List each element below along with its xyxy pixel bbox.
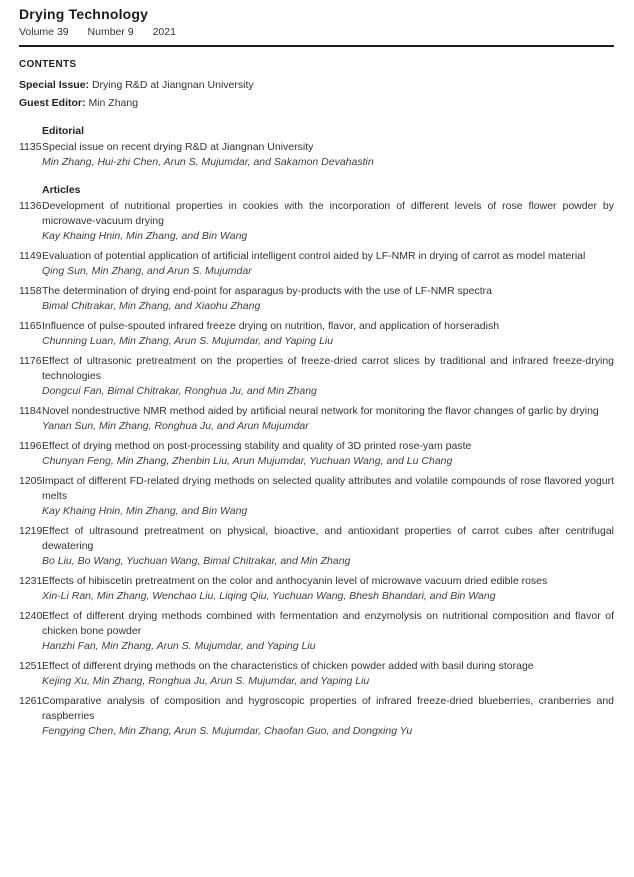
entry-body	[42, 249, 614, 279]
article-title: Influence of pulse-spouted infrared freeze drying on nutrition, flavor, and application of horseradish	[42, 320, 500, 333]
toc-section-articles	[19, 183, 614, 738]
article-authors: Bimal Chitrakar, Min Zhang, and Xiaohu Zhang	[42, 299, 261, 312]
article-title: Effect of drying method on post-processing stability and quality of 3D printed rose-yam paste	[42, 440, 472, 453]
toc-entry	[19, 354, 614, 398]
article-title: Special issue on recent drying R&D at Jiangnan University	[42, 140, 314, 153]
toc-entry	[19, 319, 614, 349]
toc-entry	[19, 439, 614, 469]
special-issue-value: Drying R&D at Jiangnan University	[91, 79, 254, 91]
entry-body	[42, 404, 614, 434]
issue-info-line	[19, 25, 614, 39]
article-title: Effect of different drying methods on the characteristics of chicken powder added with basil during storage	[42, 660, 534, 673]
article-authors: Kay Khaing Hnin, Min Zhang, and Bin Wang	[42, 505, 248, 518]
page-number: 1231	[19, 575, 43, 588]
journal-header	[19, 6, 614, 110]
toc-entry	[19, 574, 614, 604]
article-authors: Qing Sun, Min Zhang, and Arun S. Mujumdar	[42, 264, 252, 277]
article-authors: Hanzhi Fan, Min Zhang, Arun S. Mujumdar, and Yaping Liu	[42, 639, 316, 652]
entry-body	[42, 199, 614, 243]
toc-entry	[19, 659, 614, 689]
toc-entry	[19, 694, 614, 738]
page-number: 1240	[19, 610, 43, 623]
article-authors: Kay Khaing Hnin, Min Zhang, and Bin Wang	[42, 229, 248, 242]
article-title: Effect of ultrasound pretreatment on physical, bioactive, and antioxidant properties of carrot cubes after centrifugal dewatering	[42, 525, 614, 553]
article-title: Novel nondestructive NMR method aided by artificial neural network for monitoring the flavor changes of garlic by drying	[42, 405, 599, 418]
entry-body	[42, 319, 614, 349]
year-label: 2021	[152, 26, 176, 38]
guest-editor-line	[19, 96, 614, 110]
page-number: 1135	[19, 140, 42, 153]
article-title: The determination of drying end-point for asparagus by-products with the use of LF-NMR spectra	[42, 285, 492, 298]
page-number: 1165	[19, 320, 42, 333]
page-number: 1184	[19, 405, 42, 418]
journal-title: Drying Technology	[19, 6, 149, 22]
article-authors: Bo Liu, Bo Wang, Yuchuan Wang, Bimal Chitrakar, and Min Zhang	[42, 554, 351, 567]
entry-body	[42, 354, 614, 398]
header-divider	[19, 45, 614, 47]
section-heading: Articles	[42, 184, 81, 197]
article-authors: Dongcui Fan, Bimal Chitrakar, Ronghua Ju, and Min Zhang	[42, 384, 317, 397]
article-authors: Kejing Xu, Min Zhang, Ronghua Ju, Arun S. Mujumdar, and Yaping Liu	[42, 675, 370, 687]
article-authors: Yanan Sun, Min Zhang, Ronghua Ju, and Arun Mujumdar	[42, 420, 309, 433]
entry-body	[42, 284, 614, 314]
toc-entry	[19, 474, 614, 518]
number-label: Number 9	[87, 26, 134, 38]
page-number: 1251	[19, 660, 43, 673]
toc-entry	[19, 140, 614, 170]
article-authors: Fengying Chen, Min Zhang, Arun S. Mujumdar, Chaofan Guo, and Dongxing Yu	[42, 724, 413, 737]
toc-entry	[19, 524, 614, 568]
contents-heading: CONTENTS	[19, 59, 77, 70]
page-number: 1149	[19, 250, 42, 263]
page-number: 1261	[19, 695, 43, 708]
toc-entry	[19, 284, 614, 314]
article-title: Effect of ultrasonic pretreatment on the properties of freeze-dried carrot slices by traditional and infrared freeze-drying technologies	[42, 355, 614, 383]
entry-body	[42, 574, 614, 604]
entry-body	[42, 659, 614, 689]
entry-body	[42, 524, 614, 568]
article-authors: Min Zhang, Hui-zhi Chen, Arun S. Mujumdar, and Sakamon Devahastin	[42, 155, 374, 168]
article-title: Impact of different FD-related drying methods on selected quality attributes and volatile compounds of rose flavored yogurt melts	[42, 475, 614, 503]
toc-entry	[19, 199, 614, 243]
toc-section-editorial	[19, 124, 614, 169]
article-title: Evaluation of potential application of artificial intelligent control aided by LF-NMR in drying of carrot as model material	[42, 250, 586, 263]
special-issue-label: Special Issue:	[19, 79, 90, 91]
section-heading: Editorial	[42, 125, 85, 137]
toc-entry	[19, 404, 614, 434]
article-authors: Chunyan Feng, Min Zhang, Zhenbin Liu, Arun Mujumdar, Yuchuan Wang, and Lu Chang	[42, 455, 453, 468]
article-title: Effects of hibiscetin pretreatment on the color and anthocyanin level of microwave vacuum dried edible roses	[42, 575, 548, 588]
page-number: 1136	[19, 200, 42, 213]
entry-body	[42, 140, 614, 170]
page-number: 1219	[19, 525, 43, 538]
table-of-contents	[19, 124, 614, 739]
volume-label: Volume 39	[19, 26, 69, 38]
entry-body	[42, 439, 614, 469]
article-title: Effect of different drying methods combined with fermentation and enzymolysis on nutritional composition and flavor of chicken bone powder	[42, 610, 614, 638]
page-number: 1176	[19, 355, 42, 368]
toc-entry	[19, 609, 614, 653]
entry-body	[42, 694, 614, 738]
page-number: 1196	[19, 440, 42, 453]
page-number: 1205	[19, 475, 43, 488]
page-number: 1158	[19, 285, 42, 298]
article-authors: Chunning Luan, Min Zhang, Arun S. Mujumdar, and Yaping Liu	[42, 335, 334, 348]
guest-editor-value: Min Zhang	[88, 97, 139, 109]
article-title: Development of nutritional properties in cookies with the incorporation of different levels of rose flower powder by microwave-vacuum drying	[42, 200, 614, 227]
toc-entry	[19, 249, 614, 279]
article-authors: Xin-Li Ran, Min Zhang, Wenchao Liu, Liqing Qiu, Yuchuan Wang, Bhesh Bhandari, and Bin Wang	[42, 590, 496, 603]
guest-editor-label: Guest Editor:	[19, 97, 86, 109]
special-issue-line	[19, 78, 614, 92]
entry-body	[42, 609, 614, 653]
entry-body	[42, 474, 614, 518]
article-title: Comparative analysis of composition and hygroscopic properties of infrared freeze-dried blueberries, cranberries and raspberries	[42, 695, 614, 723]
